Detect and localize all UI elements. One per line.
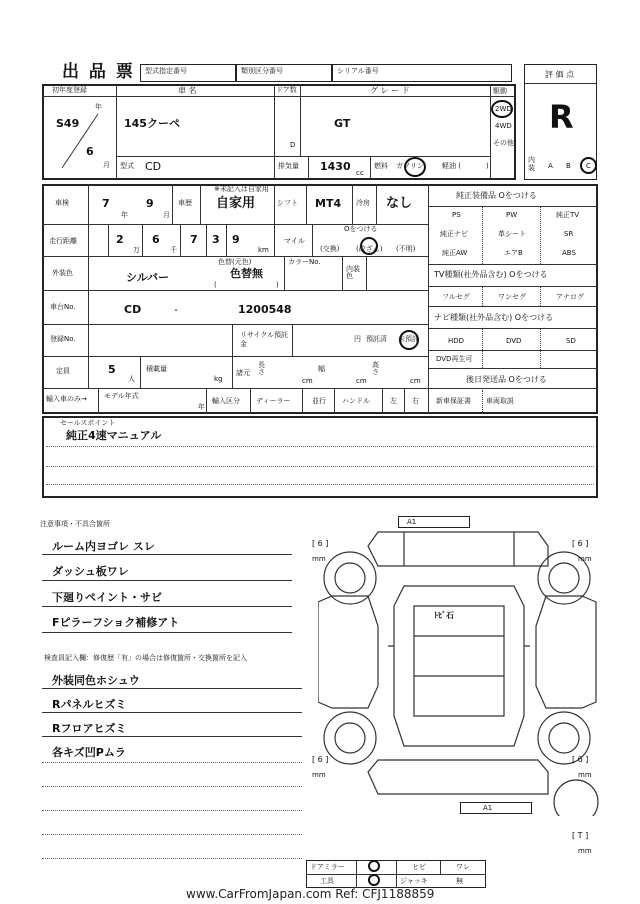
inspection-year: 7 — [102, 197, 110, 210]
grade-name: GT — [334, 117, 351, 130]
category-number-field: 類別区分番号 — [236, 64, 332, 82]
chassis-number: 1200548 — [238, 303, 292, 316]
tire-depth-fr: [ 6 ] — [572, 539, 589, 548]
legend-circle-mark — [368, 860, 380, 872]
color-change: 色替無 — [230, 267, 263, 280]
tire-depth-fl: [ 6 ] — [312, 539, 329, 548]
note-item: Fピラーフショク補修アト — [52, 616, 180, 629]
wheel-rear-left — [324, 712, 376, 764]
car-name: 145クーペ — [124, 117, 180, 130]
exterior-color: シルバー — [126, 271, 169, 284]
form-title: 出 品 票 — [62, 62, 135, 82]
fuel-circle-mark — [404, 157, 426, 177]
tire-depth-rr: [ 6 ] — [572, 755, 589, 764]
first-reg-year: S49 — [56, 117, 80, 130]
footer-ref: www.CarFromJapan.com Ref: CFJ1188859 — [186, 887, 435, 901]
inspection-month: 9 — [146, 197, 154, 210]
type-designation-field: 型式指定番号 — [140, 64, 236, 82]
first-reg-month: 6 — [86, 145, 94, 158]
interior-circle-mark — [580, 157, 597, 174]
grade-box: 評 価 点 R — [524, 64, 597, 180]
inspector-item: Rパネルヒズミ — [52, 698, 127, 711]
legend-circle-mark-2 — [368, 874, 380, 886]
mileage-circle-mark — [360, 237, 378, 255]
top-damage-tag: A1 — [398, 516, 470, 528]
grade-value: R — [549, 98, 574, 136]
drive-circle-mark — [491, 100, 513, 118]
chassis-prefix: CD — [124, 303, 142, 316]
model-code: CD — [145, 160, 162, 173]
shift-type: MT4 — [315, 197, 342, 210]
inspector-item: Rフロアヒズミ — [52, 722, 127, 735]
tire-depth-rl: [ 6 ] — [312, 755, 329, 764]
vehicle-history: 自家用 — [216, 196, 256, 211]
date-slash — [58, 112, 102, 172]
inspector-item: 各キズ凹Pムラ — [52, 746, 126, 759]
sales-point-text: 純正4速マニュアル — [66, 429, 162, 442]
displacement: 1430 — [320, 160, 351, 173]
tire-depth-t: [ T ] — [572, 831, 589, 840]
capacity: 5 — [108, 363, 116, 376]
note-item: 下廻りペイント・サビ — [52, 591, 162, 604]
inspector-item: 外装同色ホシュウ — [52, 674, 140, 687]
serial-number-field: シリアル番号 — [332, 64, 512, 82]
note-item: ダッシュ板ワレ — [52, 565, 129, 578]
recycle-circle-mark — [399, 330, 419, 350]
car-damage-diagram — [318, 526, 608, 816]
bottom-damage-tag: A1 — [460, 802, 532, 814]
spare-wheel — [554, 780, 598, 816]
damage-mark-center: ﾄﾋﾞ石 — [434, 611, 454, 620]
note-item: ルーム内ヨゴレ スレ — [52, 540, 155, 553]
air-conditioning: なし — [386, 196, 413, 211]
